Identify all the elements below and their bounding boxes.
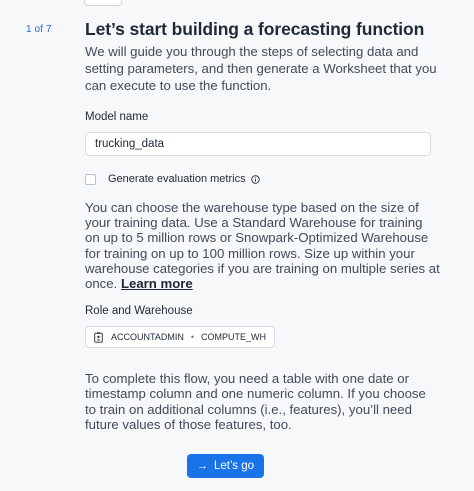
role-value: ACCOUNTADMIN <box>111 332 184 343</box>
role-warehouse-label: Role and Warehouse <box>85 305 193 318</box>
model-name-label: Model name <box>85 111 149 123</box>
top-control-edge <box>84 0 122 6</box>
step-indicator: 1 of 7 <box>26 24 52 35</box>
id-badge-icon <box>94 332 103 343</box>
arrow-right-icon: → <box>196 460 208 472</box>
lets-go-button[interactable] <box>187 454 264 478</box>
evaluation-metrics-label: Generate evaluation metrics <box>108 173 246 185</box>
role-warehouse-selector[interactable] <box>85 326 275 348</box>
page-title: Let’s start building a forecasting function <box>85 19 425 39</box>
evaluation-metrics-checkbox[interactable] <box>85 174 96 185</box>
warehouse-guidance-body: You can choose the warehouse type based on the size of your training data. Use a Standard Warehouse for training on up to 5 million rows or Snowpark-Optimized Warehouse for training on up to 100 million rows. Size up within your warehouse categories if you are training on multiple series at once. <box>85 200 440 292</box>
info-icon[interactable] <box>251 175 260 184</box>
requirements-text: To complete this flow, you need a table with one date or timestamp column and one numeric column. If you choose to train on additional columns (i.e., features), you’ll need future values of those features, too. <box>85 371 426 432</box>
lets-go-label: Let’s go <box>213 460 255 472</box>
page-subtitle: We will guide you through the steps of selecting data and setting parameters, and then generate a Worksheet that you can execute to use the function. <box>85 44 437 93</box>
warehouse-guidance-text <box>85 200 440 291</box>
model-name-input[interactable]: trucking_data <box>85 132 431 156</box>
wizard-content <box>85 18 440 432</box>
warehouse-value: COMPUTE_WH <box>201 332 266 343</box>
evaluation-metrics-option[interactable] <box>85 172 440 186</box>
role-warehouse-separator: • <box>190 332 194 343</box>
learn-more-link[interactable]: Learn more <box>120 276 193 292</box>
